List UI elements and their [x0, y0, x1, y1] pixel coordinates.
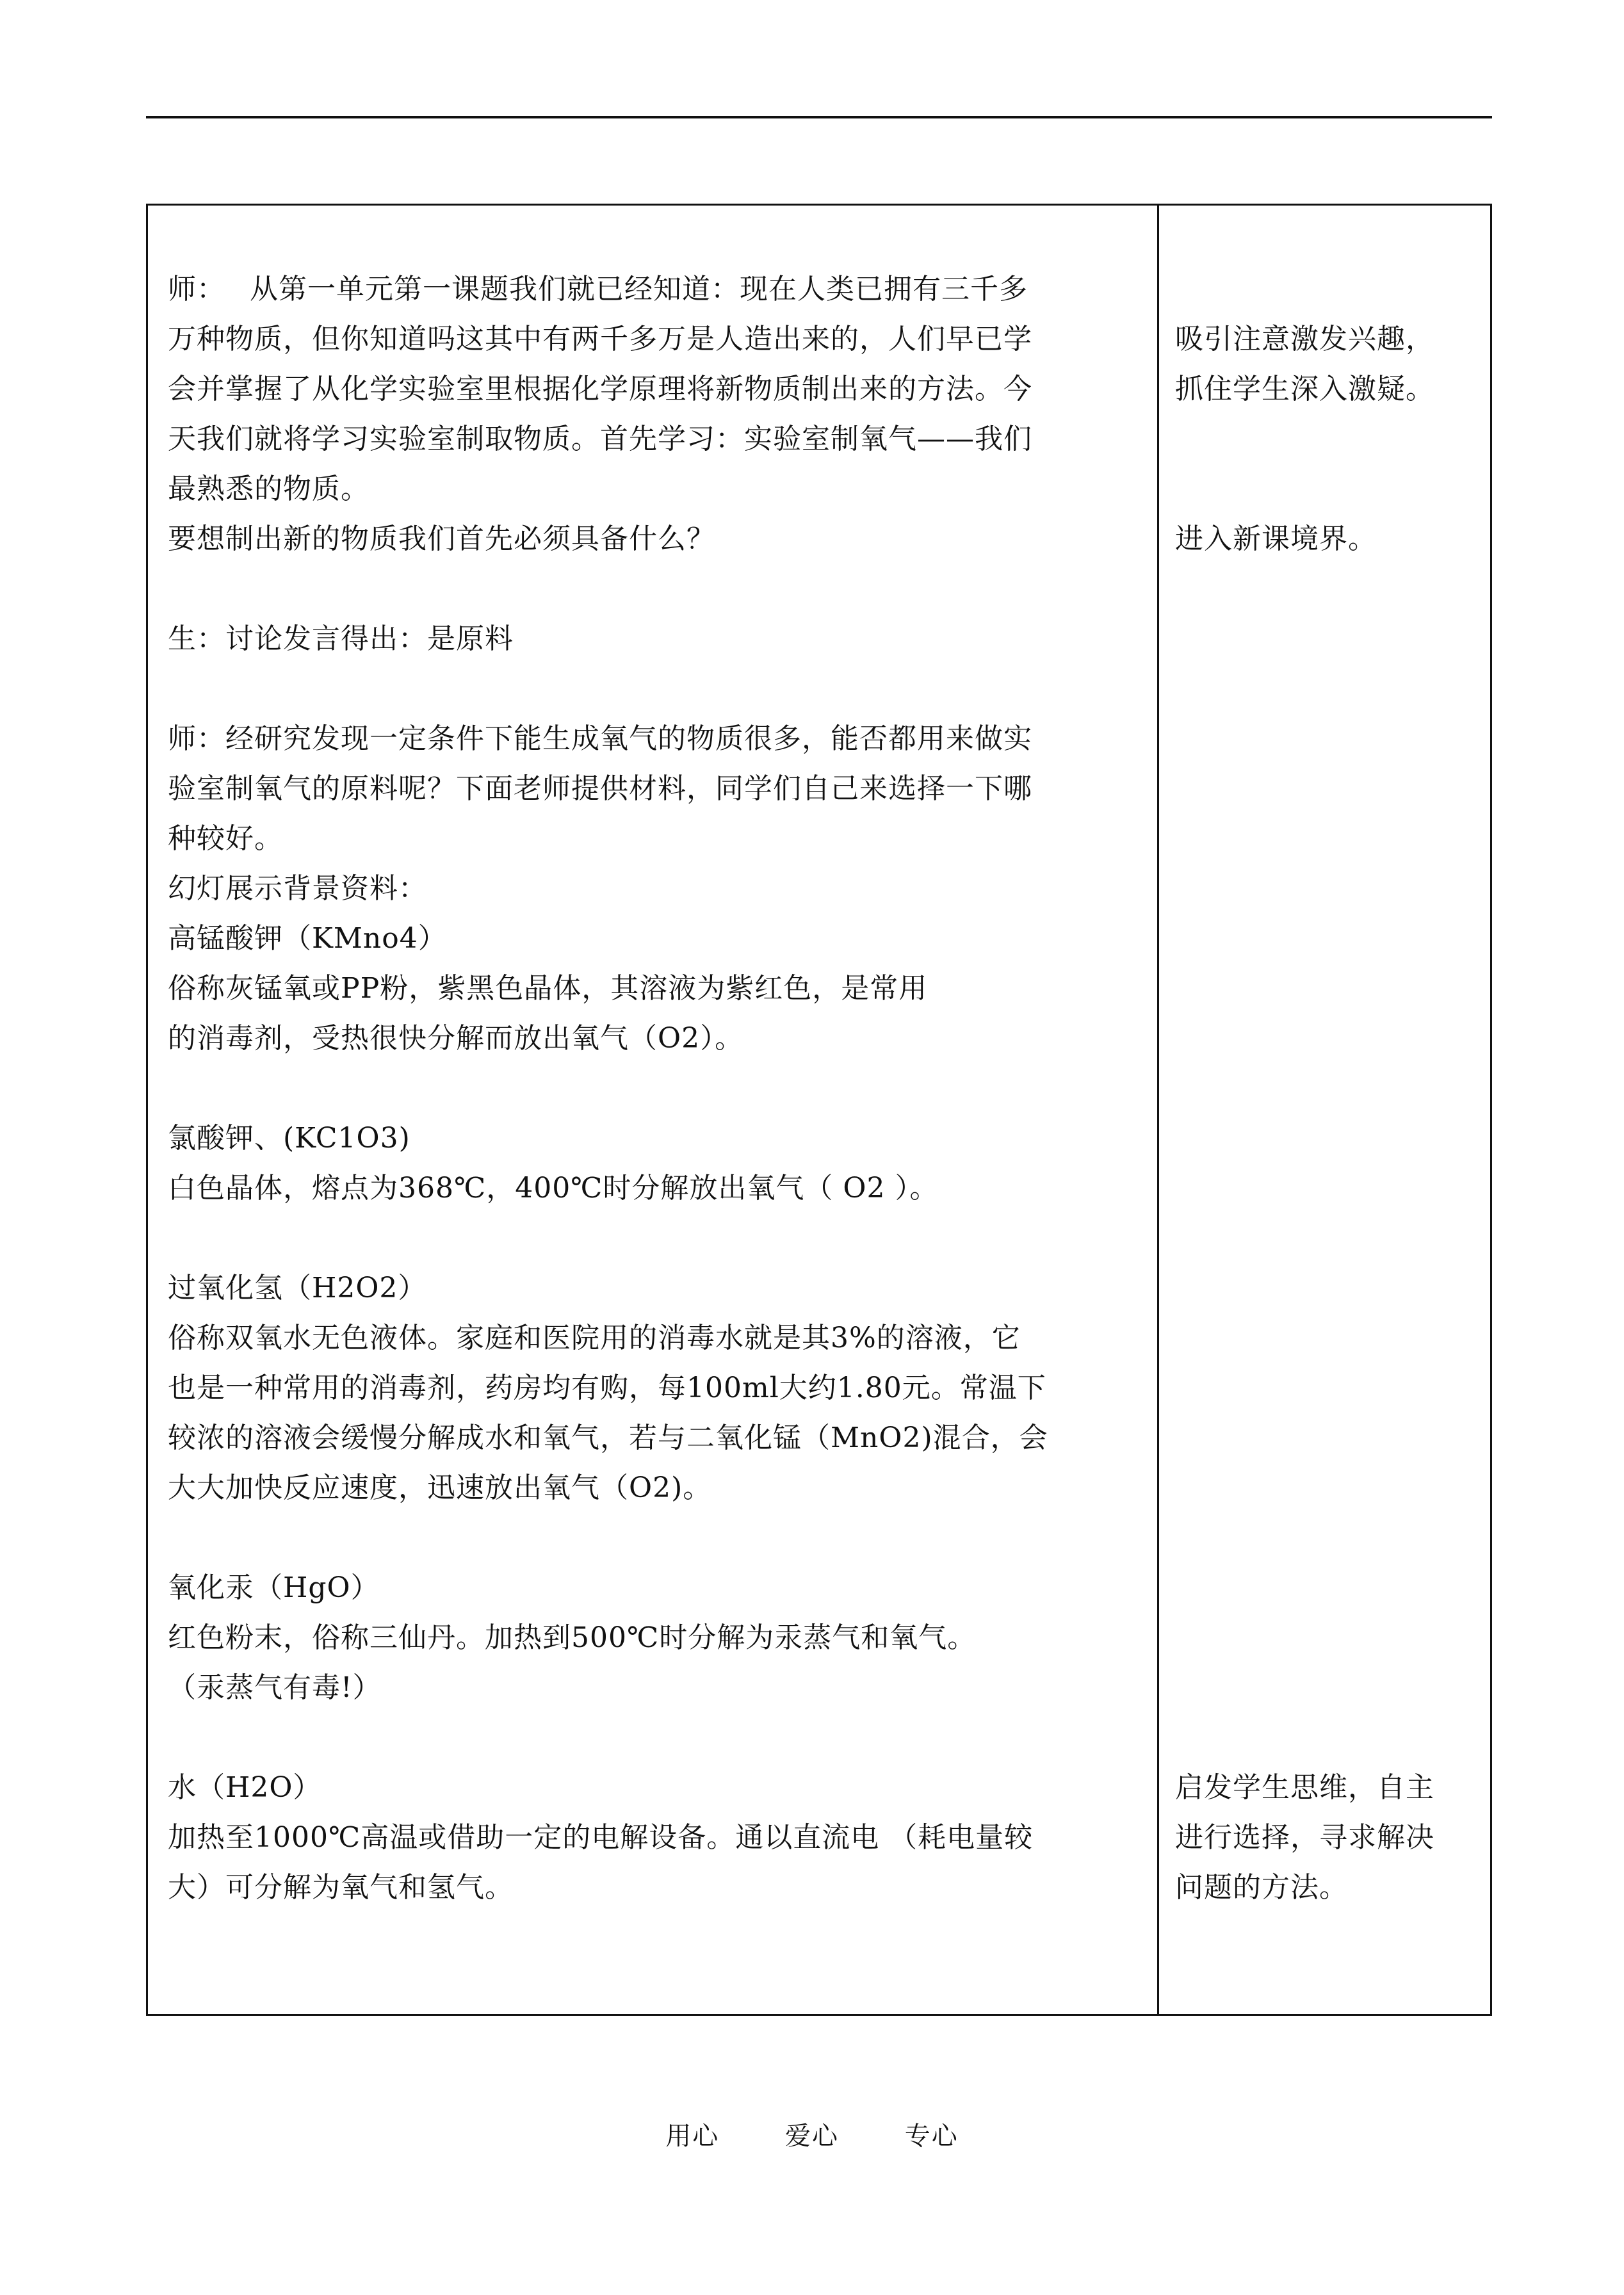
paragraph-gap: [168, 1064, 1167, 1114]
paragraph-gap: [168, 564, 1167, 614]
paragraph-water: [168, 1763, 1167, 1913]
side-note-line: 吸引注意激发兴趣，: [1175, 323, 1434, 355]
side-note-line: 抓住学生深入激疑。: [1175, 373, 1434, 405]
paragraph-gap: [168, 664, 1167, 714]
text-line: 会并掌握了从化学实验室里根据化学原理将新物质制出来的方法。今: [168, 373, 1032, 405]
text-line: （汞蒸气有毒!）: [168, 1671, 382, 1704]
teaching-process-column: [168, 264, 1167, 1913]
text-line: 大）可分解为氧气和氢气。: [168, 1871, 514, 1904]
text-line: 俗称双氧水无色液体。家庭和医院用的消毒水就是其3%的溶液，它: [168, 1322, 1021, 1354]
side-note-line: 进行选择，寻求解决: [1175, 1821, 1434, 1854]
page-footer: [0, 2116, 1624, 2152]
side-note-new-lesson: [1175, 514, 1470, 564]
header-rule: [146, 116, 1492, 118]
footer-word: 爱心: [785, 2121, 839, 2151]
text-line: 加热至1000℃高温或借助一定的电解设备。通以直流电 （耗电量较: [168, 1821, 1034, 1854]
paragraph-gap: [168, 1713, 1167, 1763]
text-line: 红色粉末，俗称三仙丹。加热到500℃时分解为汞蒸气和氧气。: [168, 1621, 977, 1654]
text-line: 万种物质，但你知道吗这其中有两千多万是人造出来的，人们早已学: [168, 323, 1032, 355]
paragraph-hydrogen-peroxide: [168, 1263, 1167, 1513]
text-line: 师： 从第一单元第一课题我们就已经知道：现在人类已拥有三千多: [168, 273, 1028, 305]
paragraph-potassium-chlorate: [168, 1114, 1167, 1213]
text-line: 高锰酸钾（KMno4）: [168, 922, 447, 955]
text-line: 也是一种常用的消毒剂，药房均有购，每100ml大约1.80元。常温下: [168, 1372, 1046, 1404]
text-line: 过氧化氢（H2O2）: [168, 1272, 427, 1304]
side-note-thinking: [1175, 1763, 1470, 1913]
paragraph-gap: [168, 1513, 1167, 1563]
text-line: 幻灯展示背景资料：: [168, 872, 427, 905]
text-line: 验室制氧气的原料呢？下面老师提供材料，同学们自己来选择一下哪: [168, 772, 1032, 805]
paragraph-mercury-oxide: [168, 1563, 1167, 1713]
paragraph-gap: [168, 1213, 1167, 1263]
text-line: 生：讨论发言得出：是原料: [168, 622, 514, 655]
side-note-line: 进入新课境界。: [1175, 523, 1377, 555]
paragraph-student-answer: [168, 614, 1167, 664]
paragraph-materials-intro: [168, 714, 1167, 1064]
side-note-line: 问题的方法。: [1175, 1871, 1348, 1904]
text-line: 的消毒剂，受热很快分解而放出氧气（O2）。: [168, 1022, 744, 1055]
text-line: 天我们就将学习实验室制取物质。首先学习：实验室制氧气——我们: [168, 423, 1032, 455]
footer-word: 专心: [904, 2121, 959, 2151]
text-line: 俗称灰锰氧或PP粉，紫黑色晶体，其溶液为紫红色，是常用: [168, 972, 928, 1005]
text-line: 氧化汞（HgO）: [168, 1571, 380, 1604]
text-line: 白色晶体，熔点为368℃，400℃时分解放出氧气（ O2 ）。: [168, 1172, 939, 1204]
text-line: 最熟悉的物质。: [168, 473, 369, 505]
text-line: 水（H2O）: [168, 1771, 322, 1804]
footer-word: 用心: [665, 2121, 720, 2151]
side-note-line: 启发学生思维，自主: [1175, 1771, 1434, 1804]
text-line: 氯酸钾、(KC1O3): [168, 1122, 410, 1155]
text-line: 要想制出新的物质我们首先必须具备什么？: [168, 523, 715, 555]
text-line: 师：经研究发现一定条件下能生成氧气的物质很多，能否都用来做实: [168, 722, 1032, 755]
text-line: 较浓的溶液会缓慢分解成水和氧气，若与二氧化锰（MnO2)混合，会: [168, 1422, 1048, 1454]
text-line: 种较好。: [168, 822, 283, 855]
paragraph-intro: [168, 264, 1167, 564]
text-line: 大大加快反应速度，迅速放出氧气（O2)。: [168, 1472, 712, 1504]
side-note-interest: [1175, 314, 1470, 414]
lesson-table: [146, 204, 1492, 2016]
